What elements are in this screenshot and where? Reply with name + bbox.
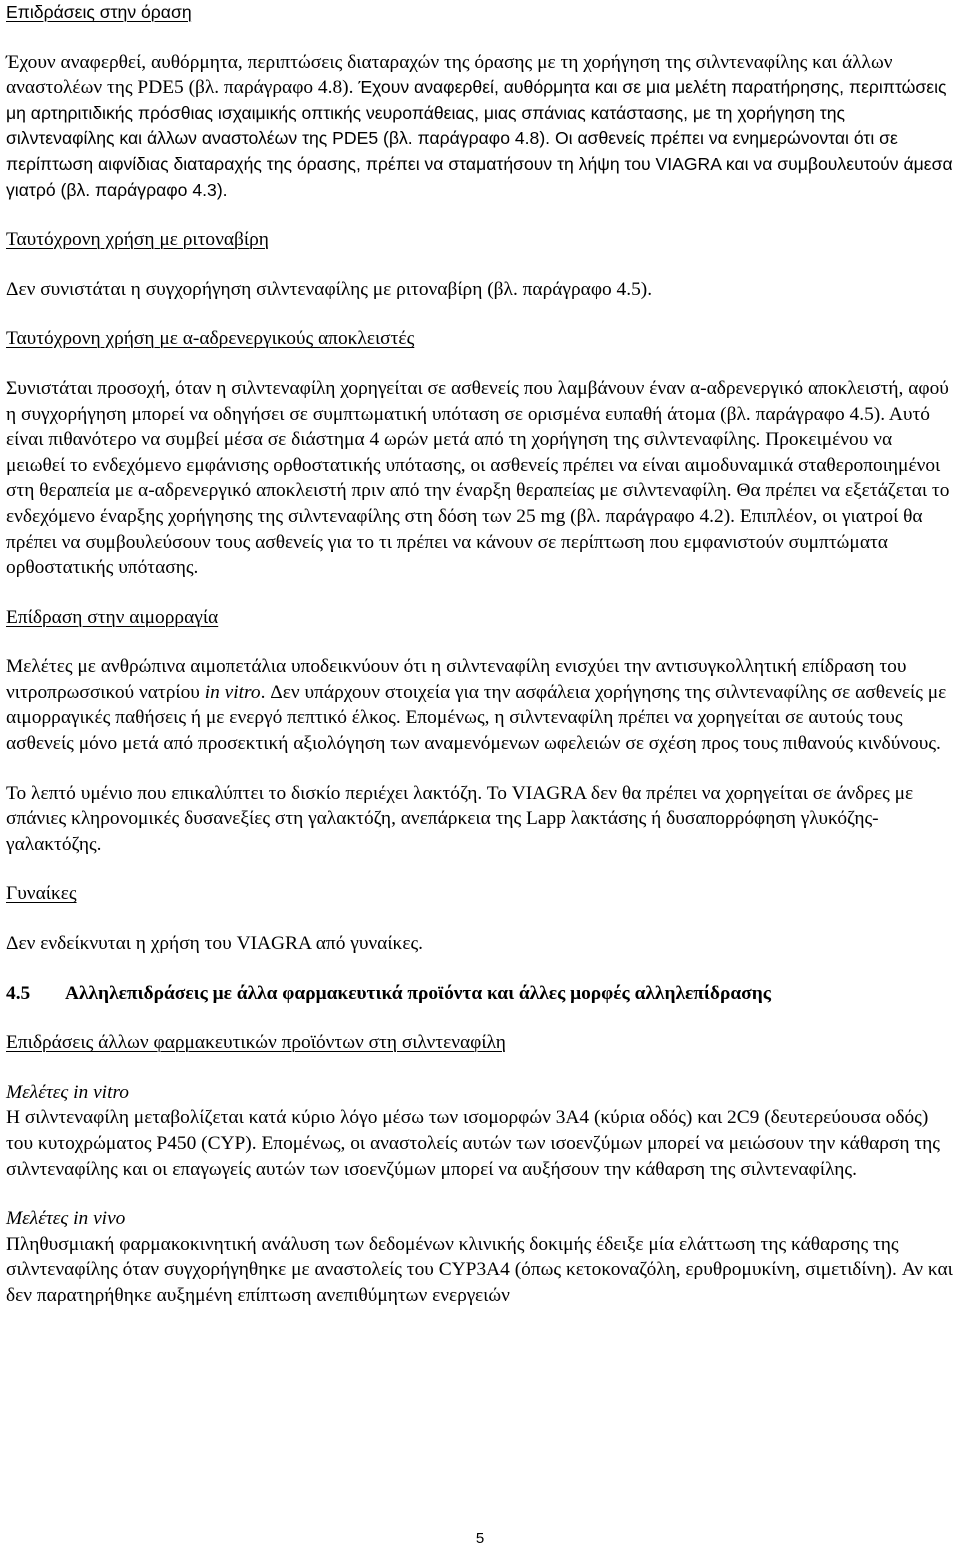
vision-paragraph (6, 50, 954, 204)
vision-text-part1: Έχουν αναφερθεί, αυθόρμητα, περιπτώσεις διαταραχών της όρασης με τη χορήγηση της σιλντεναφίλης και άλλων αναστολέων της PDE5 (βλ. παράγραφο 4.8). (6, 51, 893, 99)
document-body (6, 0, 954, 1309)
section-number: 4.5 (6, 982, 31, 1004)
section-4-5-title (6, 981, 954, 1007)
section-subheading: Επιδράσεις άλλων φαρμακευτικών προϊόντων στη σιλντεναφίλη (6, 1032, 506, 1054)
alpha-blocker-heading: Ταυτόχρονη χρήση με α-αδρενεργικούς αποκλειστές (6, 328, 415, 350)
invitro-heading-italic: in vitro (73, 1081, 129, 1103)
invivo-heading-italic: in vivo (73, 1208, 126, 1230)
page-number: 5 (475, 1530, 485, 1547)
women-text: Δεν ενδείκνυται η χρήση του VIAGRA από γυναίκες. (6, 933, 424, 955)
invivo-heading-prefix: Μελέτες (6, 1208, 74, 1230)
lactose-text: Το λεπτό υμένιο που επικαλύπτει το δισκίο περιέχει λακτόζη. Το VIAGRA δεν θα πρέπει να χορηγείται σε άνδρες με σπάνιες κληρονομικές δυσανεξίες στη γαλακτόζη, ανεπάρκεια της Lapp λακτάσης ή δυσαπορρόφηση γλυκόζης-γαλακτόζης. (6, 782, 914, 855)
bleeding-text-part2: . Δεν υπάρχουν στοιχεία για την ασφάλεια χορήγησης της σιλντεναφίλης σε ασθενείς με αιμορραγικές παθήσεις ή με ενεργό πεπτικό έλκος. Επομένως, η σιλντεναφίλη πρέπει να χορηγείται σε αυτούς τους ασθενείς μόνο μετά από προσεκτική αξιολόγηση των αναμενόμενων ωφελειών σε σχέση προς τους πιθανούς κινδύνους. (6, 681, 947, 755)
bleeding-text (6, 654, 954, 756)
alpha-blocker-text: Συνιστάται προσοχή, όταν η σιλντεναφίλη χορηγείται σε ασθενείς που λαμβάνουν έναν α-αδρενεργικό αποκλειστή, αφού η συγχορήγηση μπορεί να οδηγήσει σε συμπτωματική υπόταση σε ορισμένα ευπαθή άτομα (βλ. παράγραφο 4.5). Αυτό είναι πιθανότερο να συμβεί μέσα σε διάστημα 4 ωρών μετά από τη χορήγηση της σιλντεναφίλης. Προκειμένου να μειωθεί το ενδεχόμενο εμφάνισης ορθοστατικής υπότασης, οι ασθενείς πρέπει να είναι αιμοδυναμικά σταθεροποιημένοι στη θεραπεία με α-αδρενεργικό αποκλειστή πριν από την έναρξη θεραπείας με σιλντεναφίλη. Θα πρέπει να εξετάζεται το ενδεχόμενο έναρξης χορήγησης της σιλντεναφίλης στη δόση των 25 mg (βλ. παράγραφο 4.2). Επιπλέον, οι γιατροί θα πρέπει να συμβουλεύσουν τους ασθενείς για το τι πρέπει να κάνουν σε περίπτωση που εμφανιστούν συμπτώματα ορθοστατικής υπότασης. (6, 377, 950, 579)
section-title-text: Αλληλεπιδράσεις με άλλα φαρμακευτικά προϊόντα και άλλες μορφές αλληλεπίδρασης (65, 982, 771, 1004)
ritonavir-text: Δεν συνιστάται η συγχορήγηση σιλντεναφίλης με ριτοναβίρη (βλ. παράγραφο 4.5). (6, 278, 653, 300)
ritonavir-heading: Ταυτόχρονη χρήση με ριτοναβίρη (6, 229, 269, 251)
invitro-text: Η σιλντεναφίλη μεταβολίζεται κατά κύριο λόγο μέσω των ισομορφών 3A4 (κύρια οδός) και 2C9 (δευτερεύουσα οδός) του κυτοχρώματος P450 (CYP). Επομένως, οι αναστολείς αυτών των ισοενζύμων μπορεί να μειώσουν την κάθαρση της σιλντεναφίλης και οι επαγωγείς αυτών των ισοενζύμων μπορεί να αυξήσουν την κάθαρση της σιλντεναφίλης. (6, 1107, 940, 1180)
invitro-heading (6, 1080, 954, 1106)
bleeding-text-part1: Μελέτες με ανθρώπινα αιμοπετάλια υποδεικνύουν ότι η σιλντεναφίλη ενισχύει την αντισυγκολλητική επίδραση του νιτροπρωσσικού νατρίου (6, 656, 907, 703)
women-heading: Γυναίκες (6, 883, 77, 905)
vision-text-part2: Έχουν αναφερθεί, αυθόρμητα και σε μια μελέτη παρατήρησης, περιπτώσεις μη αρτηριτιδικής πρόσθιας ισχαιμικής οπτικής νευροπάθειας, μιας σπάνιας κατάστασης, με τη χορήγηση της σιλντεναφίλης και άλλων αναστολέων της PDE5 (βλ. παράγραφο 4.8). Οι ασθενείς πρέπει να ενημερώνονται ότι σε περίπτωση αιφνίδιας διαταραχής της όρασης, πρέπει να σταματήσουν τη λήψη του VIAGRA και να συμβουλευτούν άμεσα γιατρό (βλ. παράγραφο 4.3). (6, 77, 953, 200)
bleeding-heading: Επίδραση στην αιμορραγία (6, 606, 219, 628)
invivo-text: Πληθυσμιακή φαρμακοκινητική ανάλυση των δεδομένων κλινικής δοκιμής έδειξε μία ελάττωση της κάθαρσης της σιλντεναφίλης όταν συγχορήγηθηκε με αναστολείς του CYP3A4 (όπως κετοκοναζόλη, ερυθρομυκίνη, σιμετιδίνη). Αν και δεν παρατηρήθηκε αυξημένη επίπτωση ανεπιθύμητων ενεργειών (6, 1233, 953, 1306)
bleeding-text-italic: in vitro (204, 681, 261, 703)
invivo-heading (6, 1206, 954, 1232)
vision-heading: Επιδράσεις στην όραση (6, 2, 192, 22)
invitro-heading-prefix: Μελέτες (6, 1081, 74, 1103)
